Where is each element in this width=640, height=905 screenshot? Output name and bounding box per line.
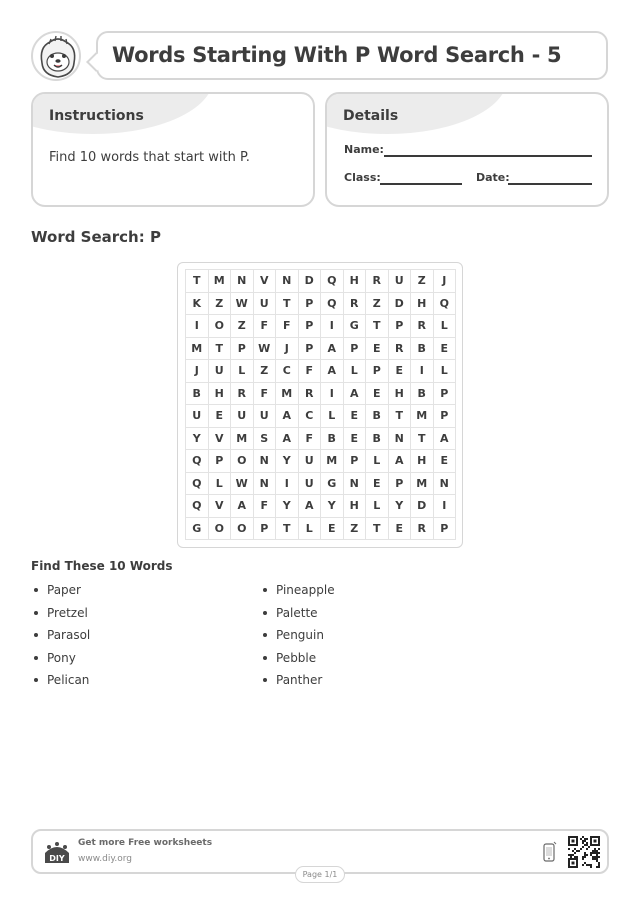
grid-cell[interactable]: N <box>231 270 254 293</box>
name-field[interactable] <box>384 155 592 157</box>
grid-cell[interactable]: R <box>411 518 434 541</box>
grid-cell[interactable]: I <box>321 383 344 406</box>
grid-cell[interactable]: W <box>231 473 254 496</box>
grid-cell[interactable]: H <box>209 383 232 406</box>
word-search-grid <box>177 262 463 548</box>
grid-cell[interactable]: M <box>276 383 299 406</box>
grid-cell[interactable]: Y <box>186 428 209 451</box>
grid-cell[interactable]: D <box>411 495 434 518</box>
grid-cell[interactable]: F <box>254 495 277 518</box>
grid-cell[interactable]: L <box>299 518 322 541</box>
grid-cell[interactable]: R <box>231 383 254 406</box>
grid-cell[interactable]: N <box>344 473 367 496</box>
grid-cell[interactable]: A <box>231 495 254 518</box>
grid-cell[interactable]: T <box>411 428 434 451</box>
grid-cell[interactable]: B <box>366 405 389 428</box>
word-list-column-2 <box>260 582 335 695</box>
grid-cell[interactable]: Q <box>186 450 209 473</box>
grid-cell[interactable]: V <box>254 270 277 293</box>
grid-cell[interactable]: U <box>254 293 277 316</box>
grid-cell[interactable]: M <box>231 428 254 451</box>
grid-cell[interactable]: V <box>209 428 232 451</box>
grid-cell[interactable]: E <box>344 428 367 451</box>
grid-cell[interactable]: Z <box>411 270 434 293</box>
grid-cell[interactable]: A <box>321 360 344 383</box>
grid-cell[interactable]: P <box>254 518 277 541</box>
grid-cell[interactable]: Z <box>231 315 254 338</box>
grid-cell[interactable]: F <box>299 428 322 451</box>
word-item: Pony <box>31 650 90 673</box>
footer-promo-text: Get more Free worksheets <box>78 838 213 848</box>
grid-cell[interactable]: F <box>299 360 322 383</box>
grid-cell[interactable]: N <box>434 473 457 496</box>
grid-cell[interactable]: U <box>389 270 412 293</box>
grid-cell[interactable]: L <box>209 473 232 496</box>
instructions-heading: Instructions <box>49 108 144 124</box>
grid-cell[interactable]: M <box>321 450 344 473</box>
grid-cell[interactable]: P <box>344 450 367 473</box>
grid-cell[interactable]: Q <box>186 473 209 496</box>
grid-cell[interactable]: A <box>321 338 344 361</box>
grid-cell[interactable]: Y <box>276 495 299 518</box>
details-heading: Details <box>343 108 399 124</box>
grid-cell[interactable]: T <box>366 518 389 541</box>
grid-cell[interactable]: P <box>209 450 232 473</box>
date-field[interactable] <box>508 183 592 185</box>
grid-cell[interactable]: E <box>434 450 457 473</box>
grid-cell[interactable]: O <box>209 518 232 541</box>
grid-cell[interactable]: M <box>209 270 232 293</box>
grid-cell[interactable]: T <box>276 293 299 316</box>
grid-cell[interactable]: N <box>254 450 277 473</box>
grid-cell[interactable]: G <box>186 518 209 541</box>
grid-cell[interactable]: N <box>389 428 412 451</box>
grid-cell[interactable]: I <box>411 360 434 383</box>
grid-cell[interactable]: Q <box>186 495 209 518</box>
letter-grid <box>185 269 456 540</box>
grid-cell[interactable]: A <box>389 450 412 473</box>
word-item: Pelican <box>31 672 90 695</box>
grid-cell[interactable]: E <box>366 338 389 361</box>
grid-cell[interactable]: A <box>276 428 299 451</box>
grid-cell[interactable]: R <box>411 315 434 338</box>
qr-code-icon[interactable] <box>568 836 600 868</box>
grid-cell[interactable]: E <box>434 338 457 361</box>
grid-cell[interactable]: B <box>321 428 344 451</box>
grid-cell[interactable]: L <box>344 360 367 383</box>
grid-cell[interactable]: M <box>411 405 434 428</box>
grid-cell[interactable]: I <box>276 473 299 496</box>
grid-cell[interactable]: S <box>254 428 277 451</box>
grid-cell[interactable]: L <box>434 315 457 338</box>
grid-cell[interactable]: U <box>299 450 322 473</box>
grid-cell[interactable]: W <box>254 338 277 361</box>
grid-cell[interactable]: E <box>366 473 389 496</box>
grid-cell[interactable]: T <box>186 270 209 293</box>
grid-cell[interactable]: Y <box>321 495 344 518</box>
grid-cell[interactable]: A <box>276 405 299 428</box>
grid-cell[interactable]: U <box>299 473 322 496</box>
grid-cell[interactable]: M <box>186 338 209 361</box>
grid-cell[interactable]: U <box>209 360 232 383</box>
word-item: Penguin <box>260 627 335 650</box>
instructions-text: Find 10 words that start with P. <box>49 150 250 165</box>
grid-cell[interactable]: T <box>389 405 412 428</box>
grid-cell[interactable]: Y <box>389 495 412 518</box>
grid-cell[interactable]: E <box>389 518 412 541</box>
grid-cell[interactable]: A <box>344 383 367 406</box>
grid-cell[interactable]: D <box>299 270 322 293</box>
grid-cell[interactable]: J <box>186 360 209 383</box>
class-field[interactable] <box>380 183 462 185</box>
grid-cell[interactable]: T <box>366 315 389 338</box>
grid-cell[interactable]: H <box>389 383 412 406</box>
grid-cell[interactable]: P <box>366 360 389 383</box>
grid-cell[interactable]: F <box>276 315 299 338</box>
word-list-title: Find These 10 Words <box>31 559 173 573</box>
grid-cell[interactable]: H <box>411 450 434 473</box>
grid-cell[interactable]: A <box>299 495 322 518</box>
grid-cell[interactable]: R <box>389 338 412 361</box>
grid-cell[interactable]: U <box>231 405 254 428</box>
grid-cell[interactable]: O <box>231 450 254 473</box>
puzzle-title: Word Search: P <box>31 228 161 246</box>
grid-cell[interactable]: Z <box>344 518 367 541</box>
grid-cell[interactable]: P <box>389 473 412 496</box>
grid-cell[interactable]: G <box>321 473 344 496</box>
word-item: Pretzel <box>31 605 90 628</box>
grid-cell[interactable]: T <box>276 518 299 541</box>
grid-cell[interactable]: L <box>231 360 254 383</box>
grid-cell[interactable]: T <box>209 338 232 361</box>
grid-cell[interactable]: F <box>254 315 277 338</box>
grid-cell[interactable]: H <box>344 270 367 293</box>
grid-cell[interactable]: R <box>366 270 389 293</box>
grid-cell[interactable]: B <box>411 338 434 361</box>
grid-cell[interactable]: N <box>254 473 277 496</box>
grid-cell[interactable]: E <box>344 405 367 428</box>
grid-cell[interactable]: G <box>344 315 367 338</box>
mascot-icon <box>31 31 81 81</box>
grid-cell[interactable]: Q <box>321 293 344 316</box>
grid-cell[interactable]: E <box>209 405 232 428</box>
grid-cell[interactable]: I <box>321 315 344 338</box>
word-item: Paper <box>31 582 90 605</box>
grid-cell[interactable]: L <box>366 450 389 473</box>
grid-cell[interactable]: E <box>321 518 344 541</box>
grid-cell[interactable]: V <box>209 495 232 518</box>
footer-url-link[interactable]: www.diy.org <box>78 854 132 864</box>
speech-bubble-tail <box>86 52 106 72</box>
grid-cell[interactable]: R <box>299 383 322 406</box>
grid-cell[interactable]: P <box>434 405 457 428</box>
grid-cell[interactable]: P <box>434 518 457 541</box>
grid-cell[interactable]: P <box>299 338 322 361</box>
grid-cell[interactable]: R <box>344 293 367 316</box>
grid-cell[interactable]: C <box>276 360 299 383</box>
diy-logo-icon[interactable] <box>43 841 71 865</box>
grid-cell[interactable]: Z <box>209 293 232 316</box>
grid-cell[interactable]: F <box>254 383 277 406</box>
grid-cell[interactable]: O <box>231 518 254 541</box>
word-item: Palette <box>260 605 335 628</box>
grid-cell[interactable]: J <box>434 270 457 293</box>
grid-cell[interactable]: E <box>366 383 389 406</box>
word-item: Pebble <box>260 650 335 673</box>
grid-cell[interactable]: P <box>434 383 457 406</box>
grid-cell[interactable]: Q <box>321 270 344 293</box>
title-banner <box>96 31 608 80</box>
grid-cell[interactable]: B <box>186 383 209 406</box>
word-item: Pineapple <box>260 582 335 605</box>
word-item: Panther <box>260 672 335 695</box>
grid-cell[interactable]: W <box>231 293 254 316</box>
grid-cell[interactable]: Y <box>276 450 299 473</box>
grid-cell[interactable]: U <box>254 405 277 428</box>
grid-cell[interactable]: L <box>434 360 457 383</box>
grid-cell[interactable]: C <box>299 405 322 428</box>
grid-cell[interactable]: M <box>411 473 434 496</box>
grid-cell[interactable]: I <box>186 315 209 338</box>
name-label: Name: <box>344 143 384 156</box>
grid-cell[interactable]: Z <box>366 293 389 316</box>
grid-cell[interactable]: E <box>389 360 412 383</box>
grid-cell[interactable]: P <box>299 293 322 316</box>
details-card <box>325 92 609 207</box>
grid-cell[interactable]: P <box>299 315 322 338</box>
grid-cell[interactable]: P <box>344 338 367 361</box>
grid-cell[interactable]: J <box>276 338 299 361</box>
svg-text:DIY: DIY <box>49 854 65 863</box>
grid-cell[interactable]: P <box>389 315 412 338</box>
grid-cell[interactable]: K <box>186 293 209 316</box>
grid-cell[interactable]: O <box>209 315 232 338</box>
grid-cell[interactable]: H <box>344 495 367 518</box>
page-number: Page 1/1 <box>295 866 345 883</box>
grid-cell[interactable]: Q <box>434 293 457 316</box>
grid-cell[interactable]: B <box>366 428 389 451</box>
class-label: Class: <box>344 171 381 184</box>
word-item: Parasol <box>31 627 90 650</box>
phone-icon <box>543 841 557 863</box>
grid-cell[interactable]: I <box>434 495 457 518</box>
grid-cell[interactable]: Z <box>254 360 277 383</box>
word-list-column-1 <box>31 582 90 695</box>
date-label: Date: <box>476 171 510 184</box>
grid-cell[interactable]: H <box>411 293 434 316</box>
page-title: Words Starting With P Word Search - 5 <box>112 43 562 67</box>
grid-cell[interactable]: U <box>186 405 209 428</box>
grid-cell[interactable]: B <box>411 383 434 406</box>
grid-cell[interactable]: N <box>276 270 299 293</box>
grid-cell[interactable]: D <box>389 293 412 316</box>
grid-cell[interactable]: L <box>321 405 344 428</box>
grid-cell[interactable]: L <box>366 495 389 518</box>
instructions-card <box>31 92 315 207</box>
grid-cell[interactable]: A <box>434 428 457 451</box>
grid-cell[interactable]: P <box>231 338 254 361</box>
